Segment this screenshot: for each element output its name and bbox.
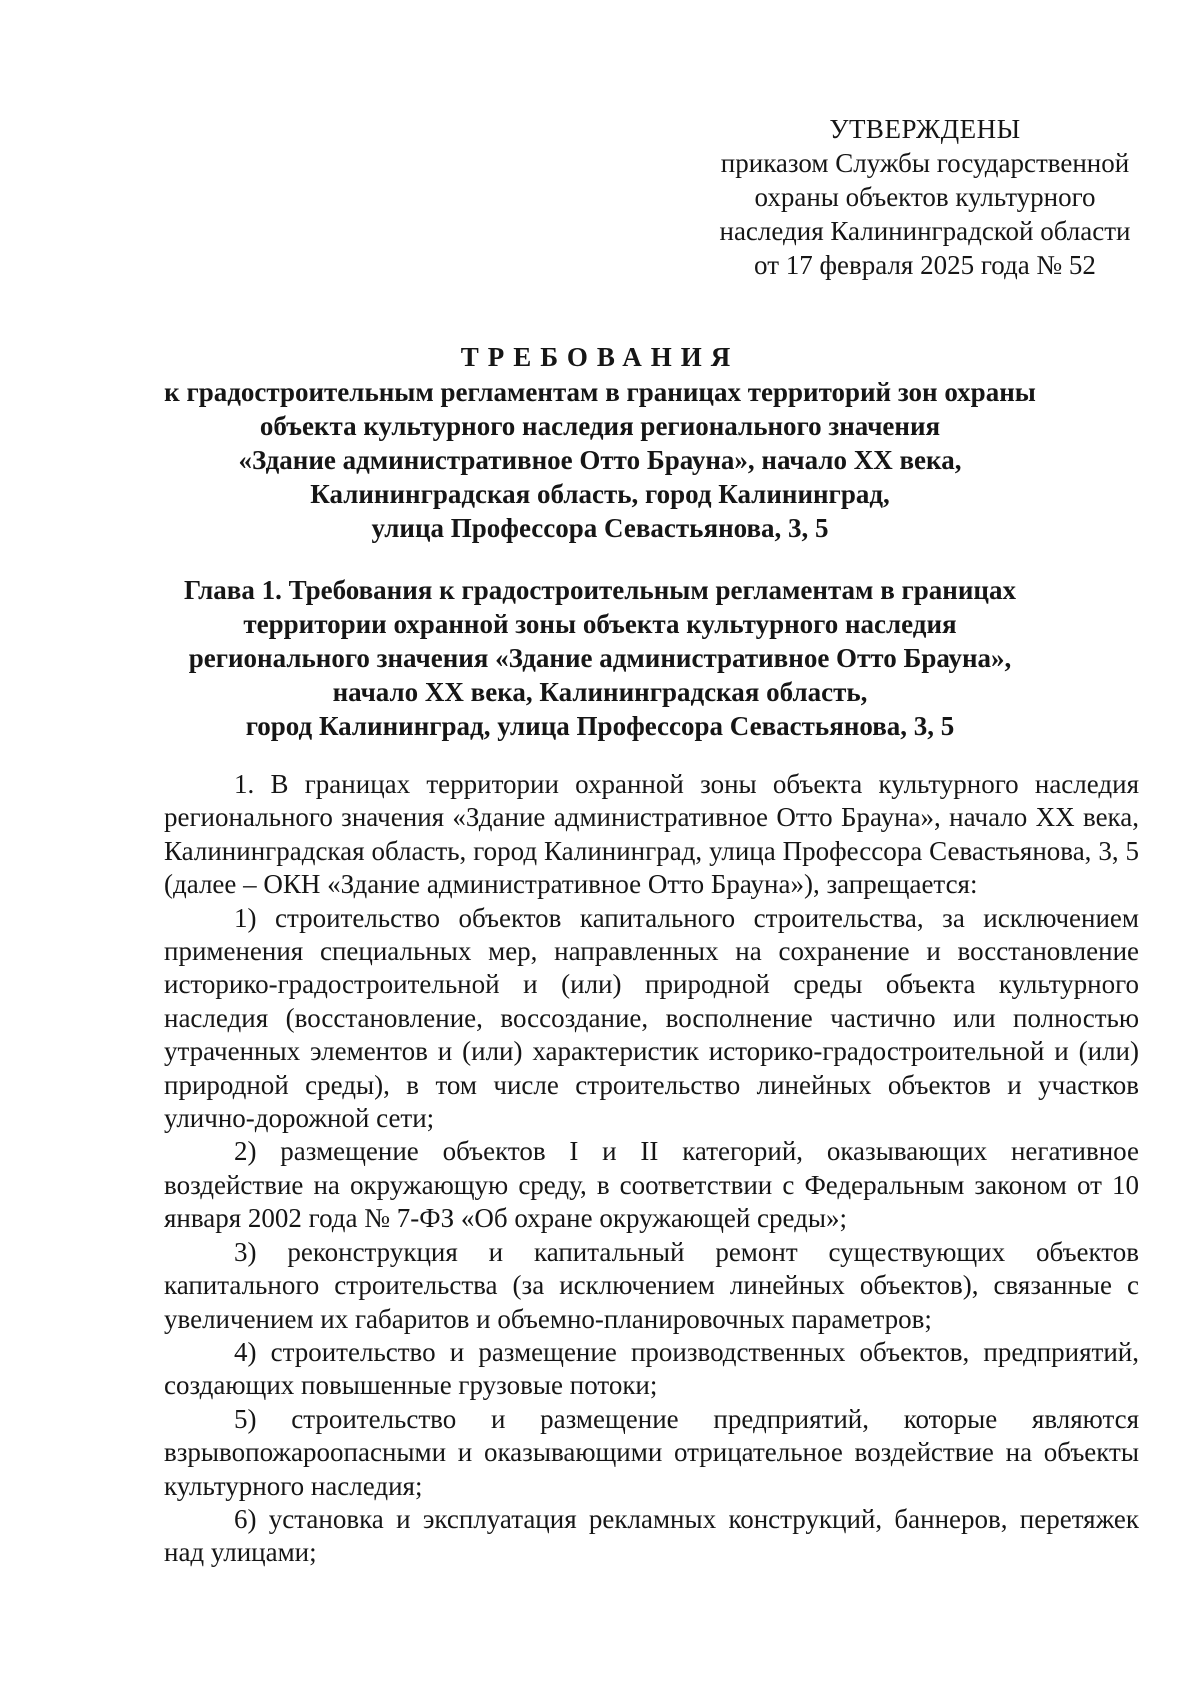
approval-line: наследия Калининградской области (719, 216, 1131, 246)
paragraph-item-3: 3) реконструкция и капитальный ремонт существующих объектов капитального строительства (за исключением линейных объектов), связанные с увеличением их габаритов и объемно-планировочных параметров; (164, 1236, 1139, 1334)
paragraph-item-4: 4) строительство и размещение производственных объектов, предприятий, создающих повышенные грузовые потоки; (164, 1336, 1139, 1401)
chapter-heading-line: территории охранной зоны объекта культурного наследия (243, 609, 957, 639)
approval-date-line: от 17 февраля 2025 года № 52 (754, 250, 1096, 280)
approval-stamp-block (700, 112, 1150, 282)
paragraph-item-1: 1) строительство объектов капитального строительства, за исключением применения специальных мер, направленных на сохранение и восстановление историко-градостроительной и (или) природной среды объекта культурного наследия (восстановление, воссоздание, восполнение частично или полностью утраченных элементов и (или) характеристик историко-градостроительной и (или) природной среды), в том числе строительство линейных объектов и участков улично-дорожной сети; (164, 902, 1139, 1134)
paragraph-item-6: 6) установка и эксплуатация рекламных конструкций, баннеров, перетяжек над улицами; (164, 1503, 1139, 1568)
chapter-heading-line: регионального значения «Здание административное Отто Брауна», (188, 643, 1012, 673)
chapter-heading-line: начало XX века, Калининградская область, (332, 677, 868, 707)
approval-line: охраны объектов культурного (754, 182, 1096, 212)
document-subtitle-line: Калининградская область, город Калининград, (310, 479, 890, 509)
document-subtitle-line: объекта культурного наследия регионального значения (259, 411, 941, 441)
document-title-block (150, 340, 1050, 545)
document-subtitle-line: улица Профессора Севастьянова, 3, 5 (371, 513, 829, 543)
document-subtitle-line: к градостроительным регламентам в границах территорий зон охраны (164, 377, 1036, 407)
paragraph-clause-1: 1. В границах территории охранной зоны объекта культурного наследия регионального значения «Здание административное Отто Брауна», начало XX века, Калининградская область, город Калининград, улица Профессора Севастьянова, 3, 5 (далее – ОКН «Здание административное Отто Брауна»), запрещается: (164, 769, 1139, 900)
paragraph-item-2: 2) размещение объектов I и II категорий, оказывающих негативное воздействие на окружающую среду, в соответствии с Федеральным законом от 10 января 2002 года № 7-ФЗ «Об охране окружающей среды»; (164, 1136, 1139, 1234)
paragraph-item-5: 5) строительство и размещение предприятий, которые являются взрывопожароопасными и оказывающими отрицательное воздействие на объекты культурного наследия; (164, 1403, 1139, 1501)
document-title: ТРЕБОВАНИЯ (460, 342, 740, 372)
document-subtitle-line: «Здание административное Отто Брауна», начало XX века, (238, 445, 962, 475)
chapter-heading-line: Глава 1. Требования к градостроительным регламентам в границах (184, 575, 1016, 605)
chapter-heading-line: город Калининград, улица Профессора Севастьянова, 3, 5 (245, 711, 955, 741)
approval-line: приказом Службы государственной (720, 148, 1130, 178)
document-body (164, 768, 1139, 1570)
approval-heading: УТВЕРЖДЕНЫ (829, 114, 1021, 144)
chapter-heading (150, 573, 1050, 743)
